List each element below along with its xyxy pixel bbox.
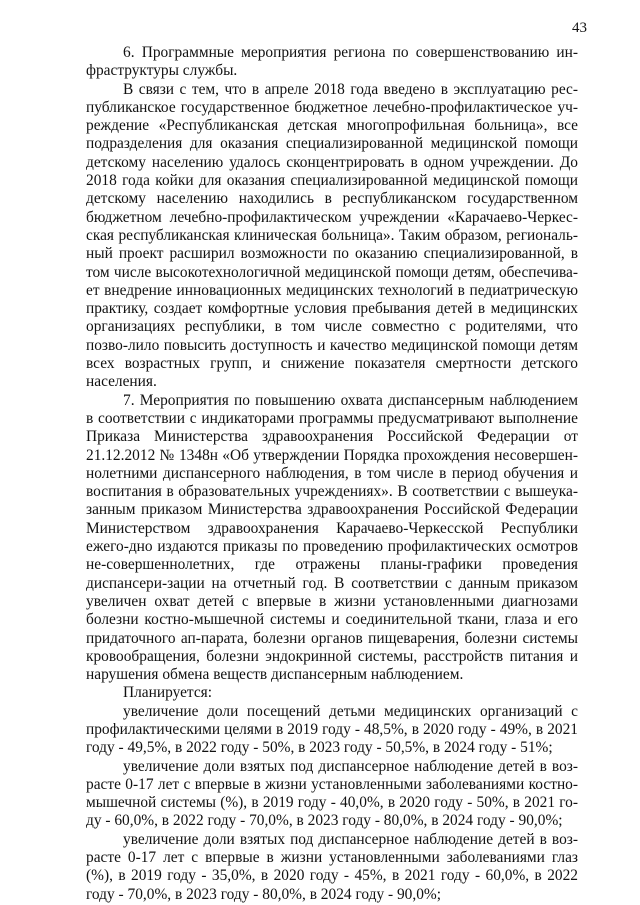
- paragraph-hospital-consolidation: В связи с тем, что в апреле 2018 года введено в эксплуатацию рес-публиканское государственное бюджетное лечебно-профилактическое уч-реждение «Республиканская детская многопрофильная больница», все подразделения для оказания специализированной медицинской помощи детскому населению удалось сконцентрировать в одном учреждении. До 2018 года койки для оказания специализированной медицинской помощи детскому населению находились в республиканском государственном бюджетном лечебно-профилактическом учреждении «Карачаево-Черкес-ская республиканская клиническая больница». Таким образом, региональ-ный проект расширил возможности по оказанию специализированной, в том числе высокотехнологичной медицинской помощи детям, обеспечива-ет внедрение инновационных медицинских технологий в педиатрическую практику, создает комфортные условия пребывания детей в медицинских организациях республики, в том числе совместно с родителями, что позво-лило повысить доступность и качество медицинской помощи детям всех возрастных групп, и снижение показателя смертности детского населения.: [86, 80, 578, 391]
- paragraph-plan-eye: увеличение доли взятых под диспансерное наблюдение детей в воз-расте 0-17 лет с впервые в жизни установленными заболеваниями глаз (%), в 2019 году - 35,0%, в 2020 году - 45%, в 2021 году - 60,0%, в 2022 году - 70,0%, в 2023 году - 80,0%, в 2024 году - 90,0%;: [86, 830, 578, 903]
- document-body: [86, 44, 578, 904]
- paragraph-plan-visits: увеличение доли посещений детьми медицинских организаций с профилактическими целями в 2019 году - 48,5%, в 2020 году - 49%, в 2021 году - 49,5%, в 2022 году - 50%, в 2023 году - 50,5%, в 2024 году - 51%;: [86, 702, 578, 757]
- paragraph-planned-label: Планируется:: [123, 684, 213, 702]
- paragraph-section-6-heading: 6. Программные мероприятия региона по совершенствованию ин-фраструктуры службы.: [86, 44, 578, 80]
- paragraph-section-7-dispensary: 7. Мероприятия по повышению охвата диспансерным наблюдением в соответствии с индикаторами программы предусматривают выполнение Приказа Министерства здравоохранения Российской Федерации от 21.12.2012 № 1348н «Об утверждении Порядка прохождения несовершен-нолетними диспансерного наблюдения, в том числе в период обучения и воспитания в образовательных учреждениях». В соответствии с вышеука-занным приказом Министерства здравоохранения Российской Федерации Министерством здравоохранения Карачаево-Черкесской Республики ежего-дно издаются приказы по проведению профилактических осмотров не-совершеннолетних, где отражены планы-графики проведения диспансери-зации на отчетный год. В соответствии с данным приказом увеличен охват детей с впервые в жизни установленными диагнозами болезни костно-мышечной системы и соединительной ткани, глаза и его придаточного ап-парата, болезни органов пищеварения, болезни системы кровообращения, болезни эндокринной системы, расстройств питания и нарушения обмена веществ диспансерным наблюдением.: [86, 391, 578, 684]
- page-number: 43: [572, 20, 587, 36]
- paragraph-plan-musculoskeletal: увеличение доли взятых под диспансерное наблюдение детей в воз-расте 0-17 лет с впервые в жизни установленными заболеваниями костно-мышечной системы (%), в 2019 году - 40,0%, в 2020 году - 50%, в 2021 го-ду - 60,0%, в 2022 году - 70,0%, в 2023 году - 80,0%, в 2024 году - 90,0%;: [86, 757, 578, 830]
